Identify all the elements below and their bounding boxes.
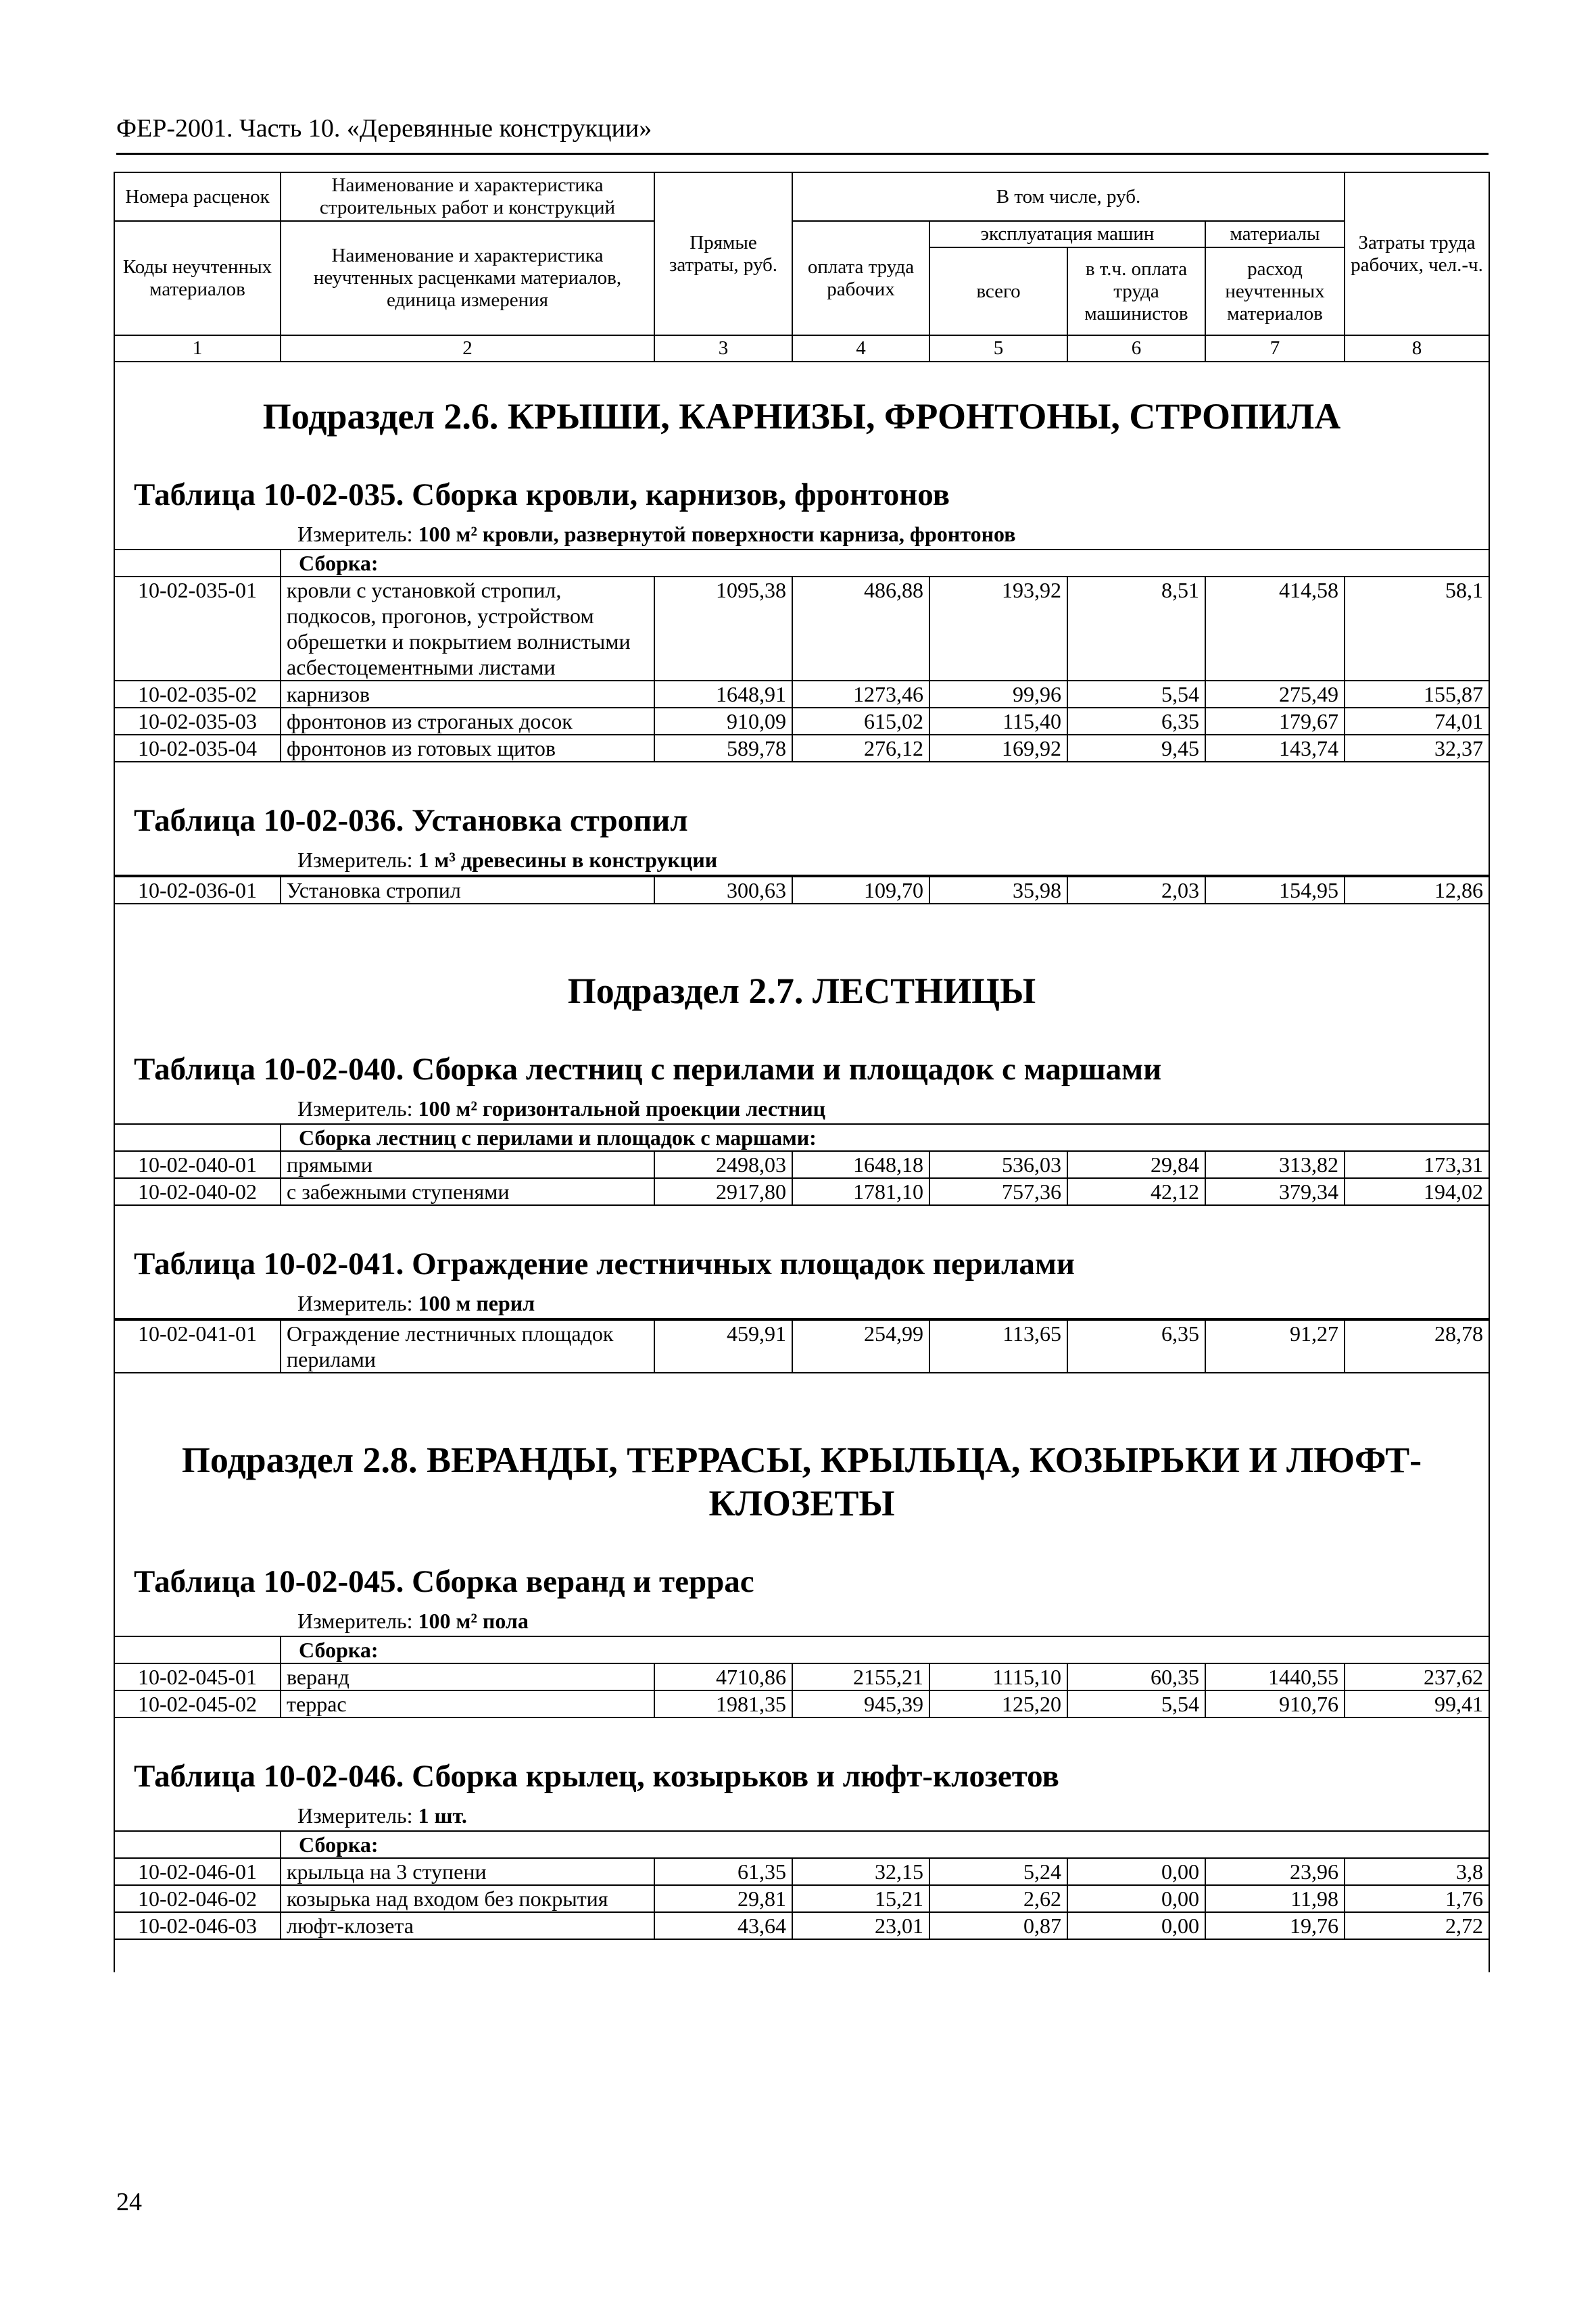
header-including: В том числе, руб. bbox=[792, 172, 1345, 221]
value-c5: 2,62 bbox=[929, 1885, 1067, 1912]
value-c3: 29,81 bbox=[654, 1885, 792, 1912]
header-material-codes: Коды неучтенных материалов bbox=[114, 221, 281, 335]
table-spacer bbox=[115, 1940, 1489, 1972]
header-operator-wages: в т.ч. оплата труда машинистов bbox=[1067, 247, 1205, 335]
table-row bbox=[114, 1690, 1489, 1717]
rate-code: 10-02-040-01 bbox=[114, 1151, 281, 1178]
value-c8: 2,72 bbox=[1345, 1912, 1489, 1939]
value-c4: 2155,21 bbox=[792, 1663, 929, 1690]
table-spacer bbox=[115, 762, 1489, 795]
rate-code: 10-02-046-02 bbox=[114, 1885, 281, 1912]
rate-name: Установка стропил bbox=[281, 877, 654, 904]
rate-code: 10-02-040-02 bbox=[114, 1178, 281, 1205]
table-title: Таблица 10-02-040. Сборка лестниц с перилами и площадок с маршами bbox=[134, 1052, 1162, 1087]
value-c5: 1115,10 bbox=[929, 1663, 1067, 1690]
value-c3: 2917,80 bbox=[654, 1178, 792, 1205]
value-c7: 143,74 bbox=[1205, 735, 1345, 762]
value-c7: 1440,55 bbox=[1205, 1663, 1345, 1690]
table-row bbox=[114, 1885, 1489, 1912]
value-c3: 300,63 bbox=[654, 877, 792, 904]
group-label: Сборка: bbox=[281, 1831, 1489, 1858]
subsection-block bbox=[114, 362, 1490, 937]
group-label: Сборка: bbox=[281, 1636, 1489, 1663]
price-table-frame bbox=[114, 172, 1490, 2005]
unit-value: 1 м³ древесины в конструкции bbox=[418, 848, 718, 872]
header-machines: эксплуатация машин bbox=[929, 221, 1205, 247]
rate-code: 10-02-046-03 bbox=[114, 1912, 281, 1939]
rate-code: 10-02-035-03 bbox=[114, 708, 281, 735]
value-c4: 254,99 bbox=[792, 1320, 929, 1373]
unit-label: Измеритель: bbox=[297, 1609, 413, 1633]
running-header: ФЕР-2001. Часть 10. «Деревянные конструкции» bbox=[116, 114, 652, 143]
rate-code: 10-02-041-01 bbox=[114, 1320, 281, 1373]
value-c6: 2,03 bbox=[1067, 877, 1205, 904]
value-c5: 113,65 bbox=[929, 1320, 1067, 1373]
value-c5: 0,87 bbox=[929, 1912, 1067, 1939]
header-direct-costs: Прямые затраты, руб. bbox=[654, 172, 792, 335]
price-table bbox=[114, 549, 1490, 762]
value-c4: 23,01 bbox=[792, 1912, 929, 1939]
table-row bbox=[114, 1858, 1489, 1885]
price-table bbox=[114, 1318, 1490, 1373]
column-number: 1 bbox=[114, 335, 281, 362]
header-materials: материалы bbox=[1205, 221, 1345, 247]
rate-code: 10-02-046-01 bbox=[114, 1858, 281, 1885]
table-row bbox=[114, 1320, 1489, 1373]
header-material-consumption: расход неучтенных материалов bbox=[1205, 247, 1345, 335]
table-title: Таблица 10-02-041. Ограждение лестничных площадок перилами bbox=[134, 1246, 1075, 1282]
subsection-title: Подраздел 2.7. ЛЕСТНИЦЫ bbox=[567, 971, 1036, 1011]
column-number: 7 bbox=[1205, 335, 1345, 362]
value-c5: 757,36 bbox=[929, 1178, 1067, 1205]
group-label: Сборка: bbox=[281, 550, 1489, 577]
value-c3: 2498,03 bbox=[654, 1151, 792, 1178]
rate-code: 10-02-045-02 bbox=[114, 1690, 281, 1717]
value-c6: 5,54 bbox=[1067, 1690, 1205, 1717]
table-row bbox=[114, 1178, 1489, 1205]
group-cell-code bbox=[114, 550, 281, 577]
rate-name: кровли с установкой стропил, подкосов, прогонов, устройством обрешетки и покрытием волнистыми асбестоцементными листами bbox=[281, 577, 654, 681]
column-number: 6 bbox=[1067, 335, 1205, 362]
table-row bbox=[114, 1151, 1489, 1178]
group-cell-code bbox=[114, 1831, 281, 1858]
table-spacer bbox=[115, 904, 1489, 937]
rate-code: 10-02-035-04 bbox=[114, 735, 281, 762]
rate-code: 10-02-045-01 bbox=[114, 1663, 281, 1690]
subsection-block bbox=[114, 937, 1490, 1406]
value-c4: 109,70 bbox=[792, 877, 929, 904]
rate-name: террас bbox=[281, 1690, 654, 1717]
header-labor-hours: Затраты труда рабочих, чел.-ч. bbox=[1345, 172, 1489, 335]
unit-line bbox=[115, 1799, 1489, 1830]
value-c6: 9,45 bbox=[1067, 735, 1205, 762]
rate-code: 10-02-035-02 bbox=[114, 681, 281, 708]
value-c6: 6,35 bbox=[1067, 708, 1205, 735]
unit-label: Измеритель: bbox=[297, 1096, 413, 1121]
column-number: 8 bbox=[1345, 335, 1489, 362]
value-c7: 379,34 bbox=[1205, 1178, 1345, 1205]
rate-name: фронтонов из строганых досок bbox=[281, 708, 654, 735]
header-material-names: Наименование и характеристика неучтенных расценками материалов, единица измерения bbox=[281, 221, 654, 335]
header-wages: оплата труда рабочих bbox=[792, 221, 929, 335]
table-spacer bbox=[115, 1718, 1489, 1751]
value-c3: 910,09 bbox=[654, 708, 792, 735]
subsection-title: Подраздел 2.6. КРЫШИ, КАРНИЗЫ, ФРОНТОНЫ, СТРОПИЛА bbox=[262, 396, 1341, 437]
value-c3: 61,35 bbox=[654, 1858, 792, 1885]
value-c5: 35,98 bbox=[929, 877, 1067, 904]
unit-line bbox=[115, 1605, 1489, 1636]
value-c3: 1981,35 bbox=[654, 1690, 792, 1717]
value-c5: 169,92 bbox=[929, 735, 1067, 762]
rate-name: веранд bbox=[281, 1663, 654, 1690]
price-table bbox=[114, 1123, 1490, 1206]
value-c8: 74,01 bbox=[1345, 708, 1489, 735]
rate-name: козырька над входом без покрытия bbox=[281, 1885, 654, 1912]
value-c6: 8,51 bbox=[1067, 577, 1205, 681]
table-title: Таблица 10-02-045. Сборка веранд и террас bbox=[134, 1564, 754, 1599]
unit-label: Измеритель: bbox=[297, 1803, 413, 1828]
group-cell-code bbox=[114, 1636, 281, 1663]
header-rule bbox=[116, 153, 1489, 155]
value-c6: 0,00 bbox=[1067, 1885, 1205, 1912]
unit-label: Измеритель: bbox=[297, 848, 413, 872]
rate-name: фронтонов из готовых щитов bbox=[281, 735, 654, 762]
value-c5: 115,40 bbox=[929, 708, 1067, 735]
value-c5: 536,03 bbox=[929, 1151, 1067, 1178]
header-code: Номера расценок bbox=[114, 172, 281, 221]
rate-name: карнизов bbox=[281, 681, 654, 708]
table-row bbox=[114, 735, 1489, 762]
group-row bbox=[114, 1636, 1489, 1663]
value-c8: 173,31 bbox=[1345, 1151, 1489, 1178]
value-c8: 28,78 bbox=[1345, 1320, 1489, 1373]
header-name: Наименование и характеристика строительных работ и конструкций bbox=[281, 172, 654, 221]
value-c7: 275,49 bbox=[1205, 681, 1345, 708]
header-machines-total: всего bbox=[929, 247, 1067, 335]
value-c3: 1648,91 bbox=[654, 681, 792, 708]
unit-label: Измеритель: bbox=[297, 1291, 413, 1315]
column-header-table bbox=[114, 172, 1490, 362]
table-row bbox=[114, 1912, 1489, 1939]
table-spacer bbox=[115, 1373, 1489, 1406]
subsection-title: Подраздел 2.8. ВЕРАНДЫ, ТЕРРАСЫ, КРЫЛЬЦА, КОЗЫРЬКИ И ЛЮФТ-КЛОЗЕТЫ bbox=[181, 1440, 1422, 1524]
value-c7: 910,76 bbox=[1205, 1690, 1345, 1717]
table-spacer bbox=[115, 1206, 1489, 1238]
value-c6: 60,35 bbox=[1067, 1663, 1205, 1690]
unit-line bbox=[115, 518, 1489, 549]
unit-value: 1 шт. bbox=[418, 1803, 467, 1828]
value-c8: 99,41 bbox=[1345, 1690, 1489, 1717]
value-c4: 32,15 bbox=[792, 1858, 929, 1885]
value-c4: 615,02 bbox=[792, 708, 929, 735]
value-c5: 193,92 bbox=[929, 577, 1067, 681]
unit-value: 100 м² пола bbox=[418, 1609, 529, 1633]
unit-label: Измеритель: bbox=[297, 522, 413, 546]
rate-name: с забежными ступенями bbox=[281, 1178, 654, 1205]
group-row bbox=[114, 1124, 1489, 1151]
table-row bbox=[114, 681, 1489, 708]
page-number: 24 bbox=[116, 2188, 142, 2216]
table-title: Таблица 10-02-036. Установка стропил bbox=[134, 803, 688, 838]
value-c6: 6,35 bbox=[1067, 1320, 1205, 1373]
price-table bbox=[114, 1636, 1490, 1718]
value-c8: 12,86 bbox=[1345, 877, 1489, 904]
price-table bbox=[114, 875, 1490, 904]
column-number: 5 bbox=[929, 335, 1067, 362]
price-table bbox=[114, 1830, 1490, 1940]
value-c6: 42,12 bbox=[1067, 1178, 1205, 1205]
value-c7: 19,76 bbox=[1205, 1912, 1345, 1939]
value-c3: 43,64 bbox=[654, 1912, 792, 1939]
table-row bbox=[114, 577, 1489, 681]
table-title: Таблица 10-02-046. Сборка крылец, козырьков и люфт-клозетов bbox=[134, 1759, 1059, 1794]
value-c3: 459,91 bbox=[654, 1320, 792, 1373]
value-c7: 11,98 bbox=[1205, 1885, 1345, 1912]
value-c3: 4710,86 bbox=[654, 1663, 792, 1690]
rate-name: Ограждение лестничных площадок перилами bbox=[281, 1320, 654, 1373]
unit-value: 100 м² кровли, развернутой поверхности карниза, фронтонов bbox=[418, 522, 1016, 546]
group-label: Сборка лестниц с перилами и площадок с маршами: bbox=[281, 1124, 1489, 1151]
group-cell-code bbox=[114, 1124, 281, 1151]
value-c3: 1095,38 bbox=[654, 577, 792, 681]
value-c4: 486,88 bbox=[792, 577, 929, 681]
value-c8: 58,1 bbox=[1345, 577, 1489, 681]
value-c4: 15,21 bbox=[792, 1885, 929, 1912]
value-c8: 1,76 bbox=[1345, 1885, 1489, 1912]
rate-code: 10-02-036-01 bbox=[114, 877, 281, 904]
value-c7: 179,67 bbox=[1205, 708, 1345, 735]
table-row bbox=[114, 708, 1489, 735]
value-c6: 0,00 bbox=[1067, 1912, 1205, 1939]
value-c5: 125,20 bbox=[929, 1690, 1067, 1717]
value-c8: 155,87 bbox=[1345, 681, 1489, 708]
value-c4: 1273,46 bbox=[792, 681, 929, 708]
value-c4: 276,12 bbox=[792, 735, 929, 762]
value-c5: 99,96 bbox=[929, 681, 1067, 708]
unit-line bbox=[115, 844, 1489, 875]
value-c4: 1648,18 bbox=[792, 1151, 929, 1178]
unit-line bbox=[115, 1092, 1489, 1123]
value-c8: 32,37 bbox=[1345, 735, 1489, 762]
value-c7: 414,58 bbox=[1205, 577, 1345, 681]
rate-code: 10-02-035-01 bbox=[114, 577, 281, 681]
value-c8: 3,8 bbox=[1345, 1858, 1489, 1885]
unit-value: 100 м перил bbox=[418, 1291, 535, 1315]
column-number: 3 bbox=[654, 335, 792, 362]
rate-name: люфт-клозета bbox=[281, 1912, 654, 1939]
group-row bbox=[114, 550, 1489, 577]
value-c7: 313,82 bbox=[1205, 1151, 1345, 1178]
value-c6: 0,00 bbox=[1067, 1858, 1205, 1885]
value-c8: 194,02 bbox=[1345, 1178, 1489, 1205]
value-c4: 945,39 bbox=[792, 1690, 929, 1717]
value-c6: 29,84 bbox=[1067, 1151, 1205, 1178]
rate-name: крыльца на 3 ступени bbox=[281, 1858, 654, 1885]
value-c8: 237,62 bbox=[1345, 1663, 1489, 1690]
group-row bbox=[114, 1831, 1489, 1858]
unit-line bbox=[115, 1287, 1489, 1318]
column-number: 4 bbox=[792, 335, 929, 362]
table-row bbox=[114, 877, 1489, 904]
value-c7: 91,27 bbox=[1205, 1320, 1345, 1373]
value-c3: 589,78 bbox=[654, 735, 792, 762]
column-number: 2 bbox=[281, 335, 654, 362]
sections-container bbox=[114, 362, 1490, 1972]
value-c7: 154,95 bbox=[1205, 877, 1345, 904]
value-c7: 23,96 bbox=[1205, 1858, 1345, 1885]
table-title: Таблица 10-02-035. Сборка кровли, карнизов, фронтонов bbox=[134, 477, 950, 512]
subsection-block bbox=[114, 1406, 1490, 1972]
table-row bbox=[114, 1663, 1489, 1690]
value-c6: 5,54 bbox=[1067, 681, 1205, 708]
unit-value: 100 м² горизонтальной проекции лестниц bbox=[418, 1096, 826, 1121]
value-c4: 1781,10 bbox=[792, 1178, 929, 1205]
rate-name: прямыми bbox=[281, 1151, 654, 1178]
value-c5: 5,24 bbox=[929, 1858, 1067, 1885]
